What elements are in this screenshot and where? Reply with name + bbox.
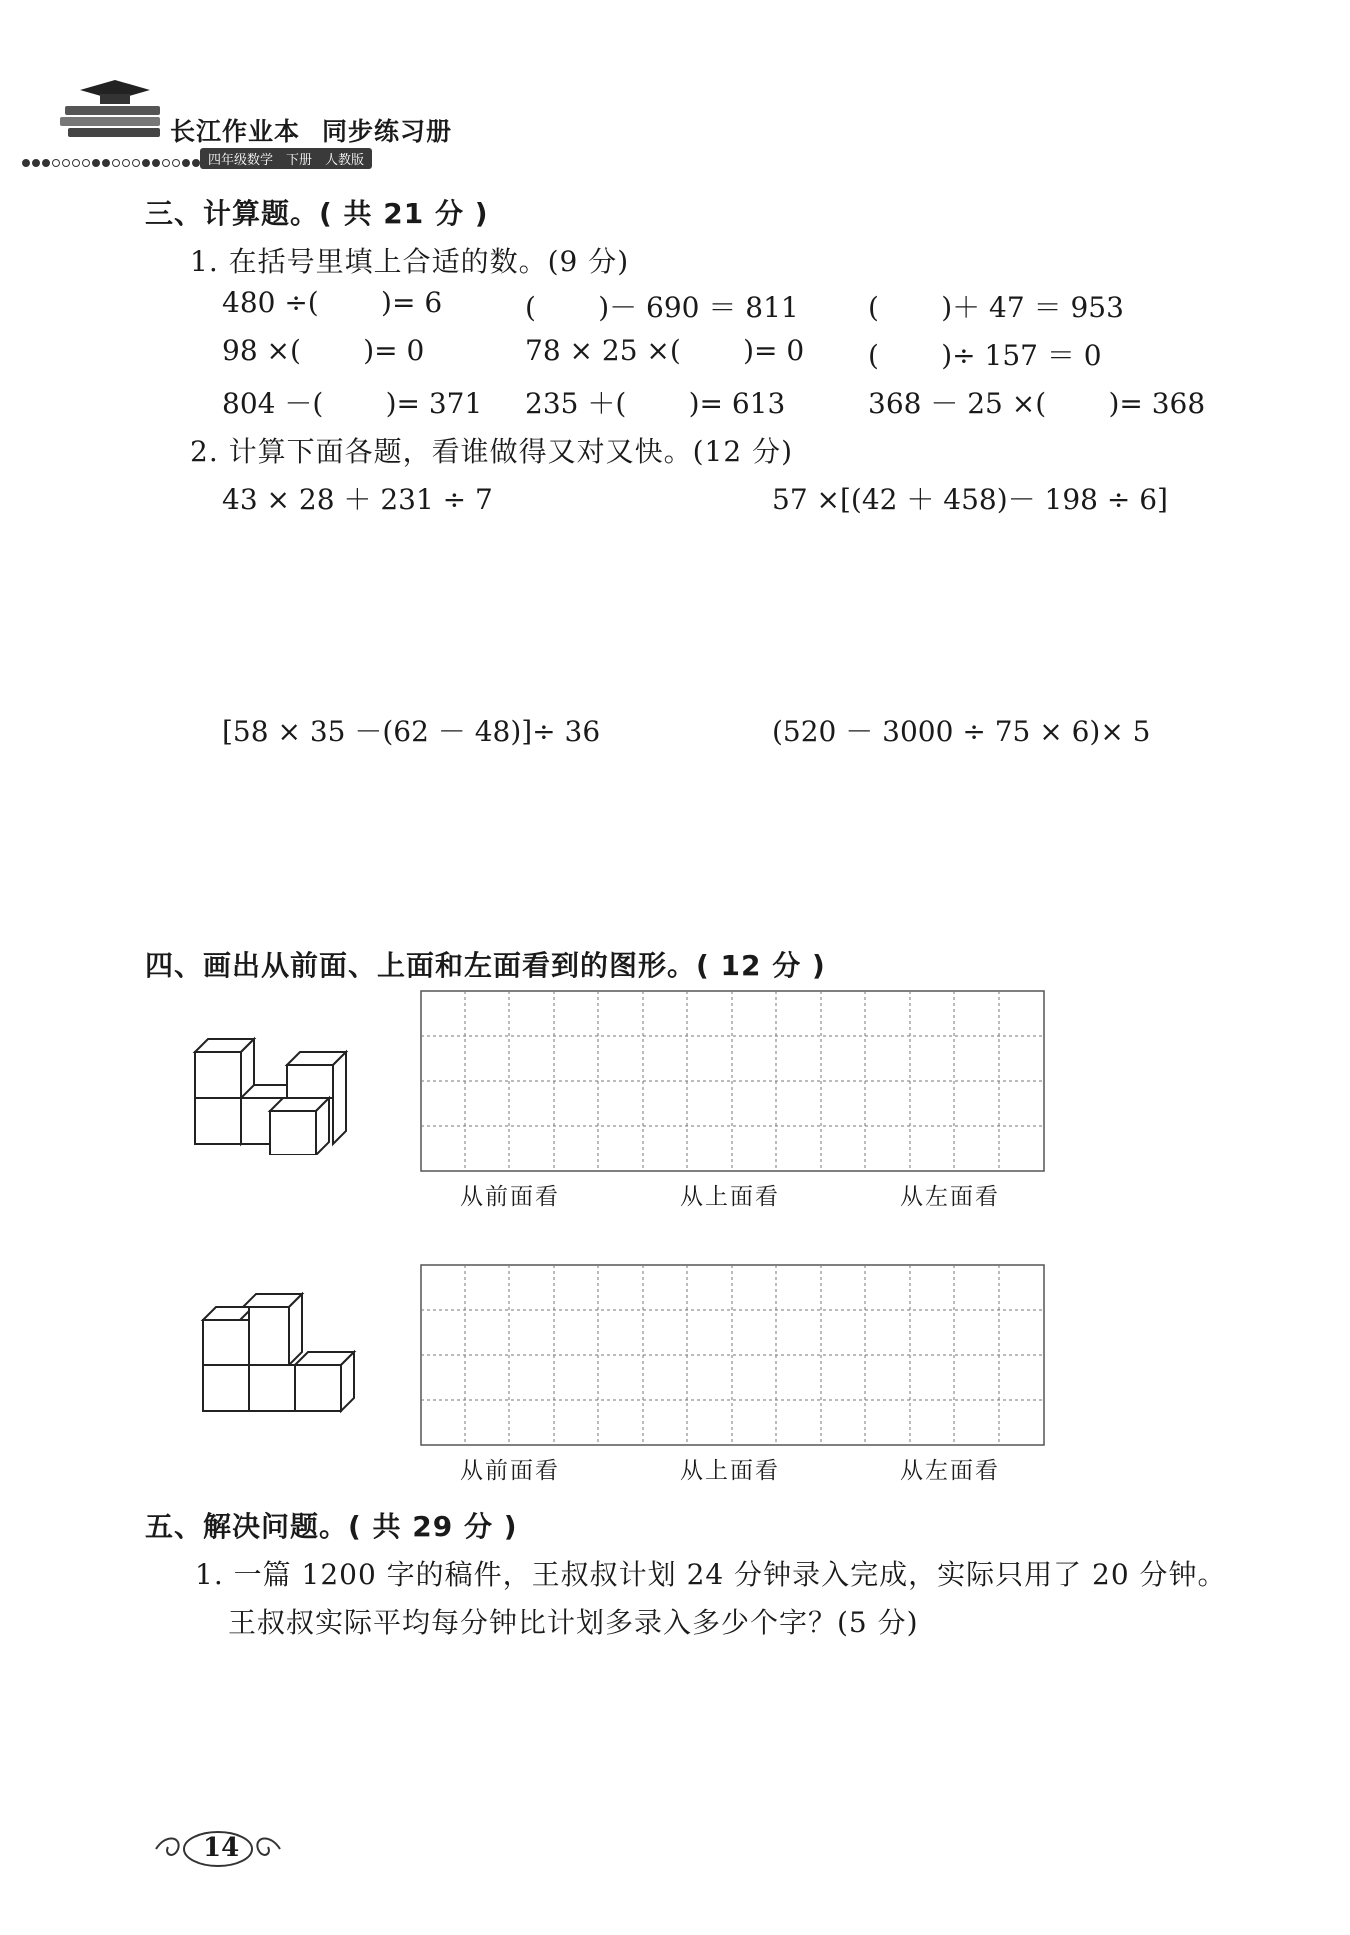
fill-expr: ( )÷ 157 ＝ 0 xyxy=(868,339,1102,372)
edition-badge: 四年级数学 下册 人教版 xyxy=(200,148,372,169)
fill-expr: 235 ＋( )= 613 xyxy=(525,387,786,420)
section-3-title: 三、计算题。( 共 21 分 ) xyxy=(145,197,489,230)
problem-1-line-2: 王叔叔实际平均每分钟比计划多录入多少个字？(5 分) xyxy=(228,1606,919,1639)
problem-1-line-1: 1. 一篇 1200 字的稿件，王叔叔计划 24 分钟录入完成，实际只用了 20 分钟。 xyxy=(195,1558,1227,1591)
fill-expr: 78 × 25 ×( )= 0 xyxy=(525,334,805,367)
calc-expr: 43 × 28 ＋ 231 ÷ 7 xyxy=(222,483,493,516)
fill-expr: ( )＋ 47 ＝ 953 xyxy=(868,291,1124,324)
fill-expr: ( )－ 690 ＝ 811 xyxy=(525,291,799,324)
calc-expr: 57 ×[(42 ＋ 458)－ 198 ÷ 6] xyxy=(772,483,1168,516)
page-number: 14 xyxy=(203,1833,240,1863)
fill-expr: 368 － 25 ×( )= 368 xyxy=(868,387,1206,420)
section-4-title: 四、画出从前面、上面和左面看到的图形。( 12 分 ) xyxy=(145,949,826,982)
q2-title: 2. 计算下面各题，看谁做得又对又快。(12 分) xyxy=(190,435,793,468)
cube-figure-1 xyxy=(190,1025,360,1159)
book-subtitle: 同步练习册 xyxy=(322,117,453,146)
view-label-front: 从前面看 xyxy=(460,1458,560,1484)
view-label-top: 从上面看 xyxy=(680,1184,780,1210)
drawing-grid-1[interactable] xyxy=(420,990,1045,1176)
drawing-grid-2[interactable] xyxy=(420,1264,1045,1450)
view-label-top: 从上面看 xyxy=(680,1458,780,1484)
view-label-left: 从左面看 xyxy=(900,1184,1000,1210)
book-title: 长江作业本 同步练习册 xyxy=(170,117,453,146)
header-dots xyxy=(22,152,202,171)
q1-title: 1. 在括号里填上合适的数。(9 分) xyxy=(190,245,630,278)
calc-expr: [58 × 35 －(62 － 48)]÷ 36 xyxy=(222,715,601,748)
fill-expr: 480 ÷( )= 6 xyxy=(222,286,443,319)
cube-figure-2 xyxy=(198,1290,358,1424)
section-5-title: 五、解决问题。( 共 29 分 ) xyxy=(145,1510,518,1543)
header-logo-icon xyxy=(60,72,170,142)
fill-expr: 98 ×( )= 0 xyxy=(222,334,425,367)
calc-expr: (520 － 3000 ÷ 75 × 6)× 5 xyxy=(772,715,1151,748)
fill-expr: 804 －( )= 371 xyxy=(222,387,483,420)
view-label-left: 从左面看 xyxy=(900,1458,1000,1484)
view-label-front: 从前面看 xyxy=(460,1184,560,1210)
